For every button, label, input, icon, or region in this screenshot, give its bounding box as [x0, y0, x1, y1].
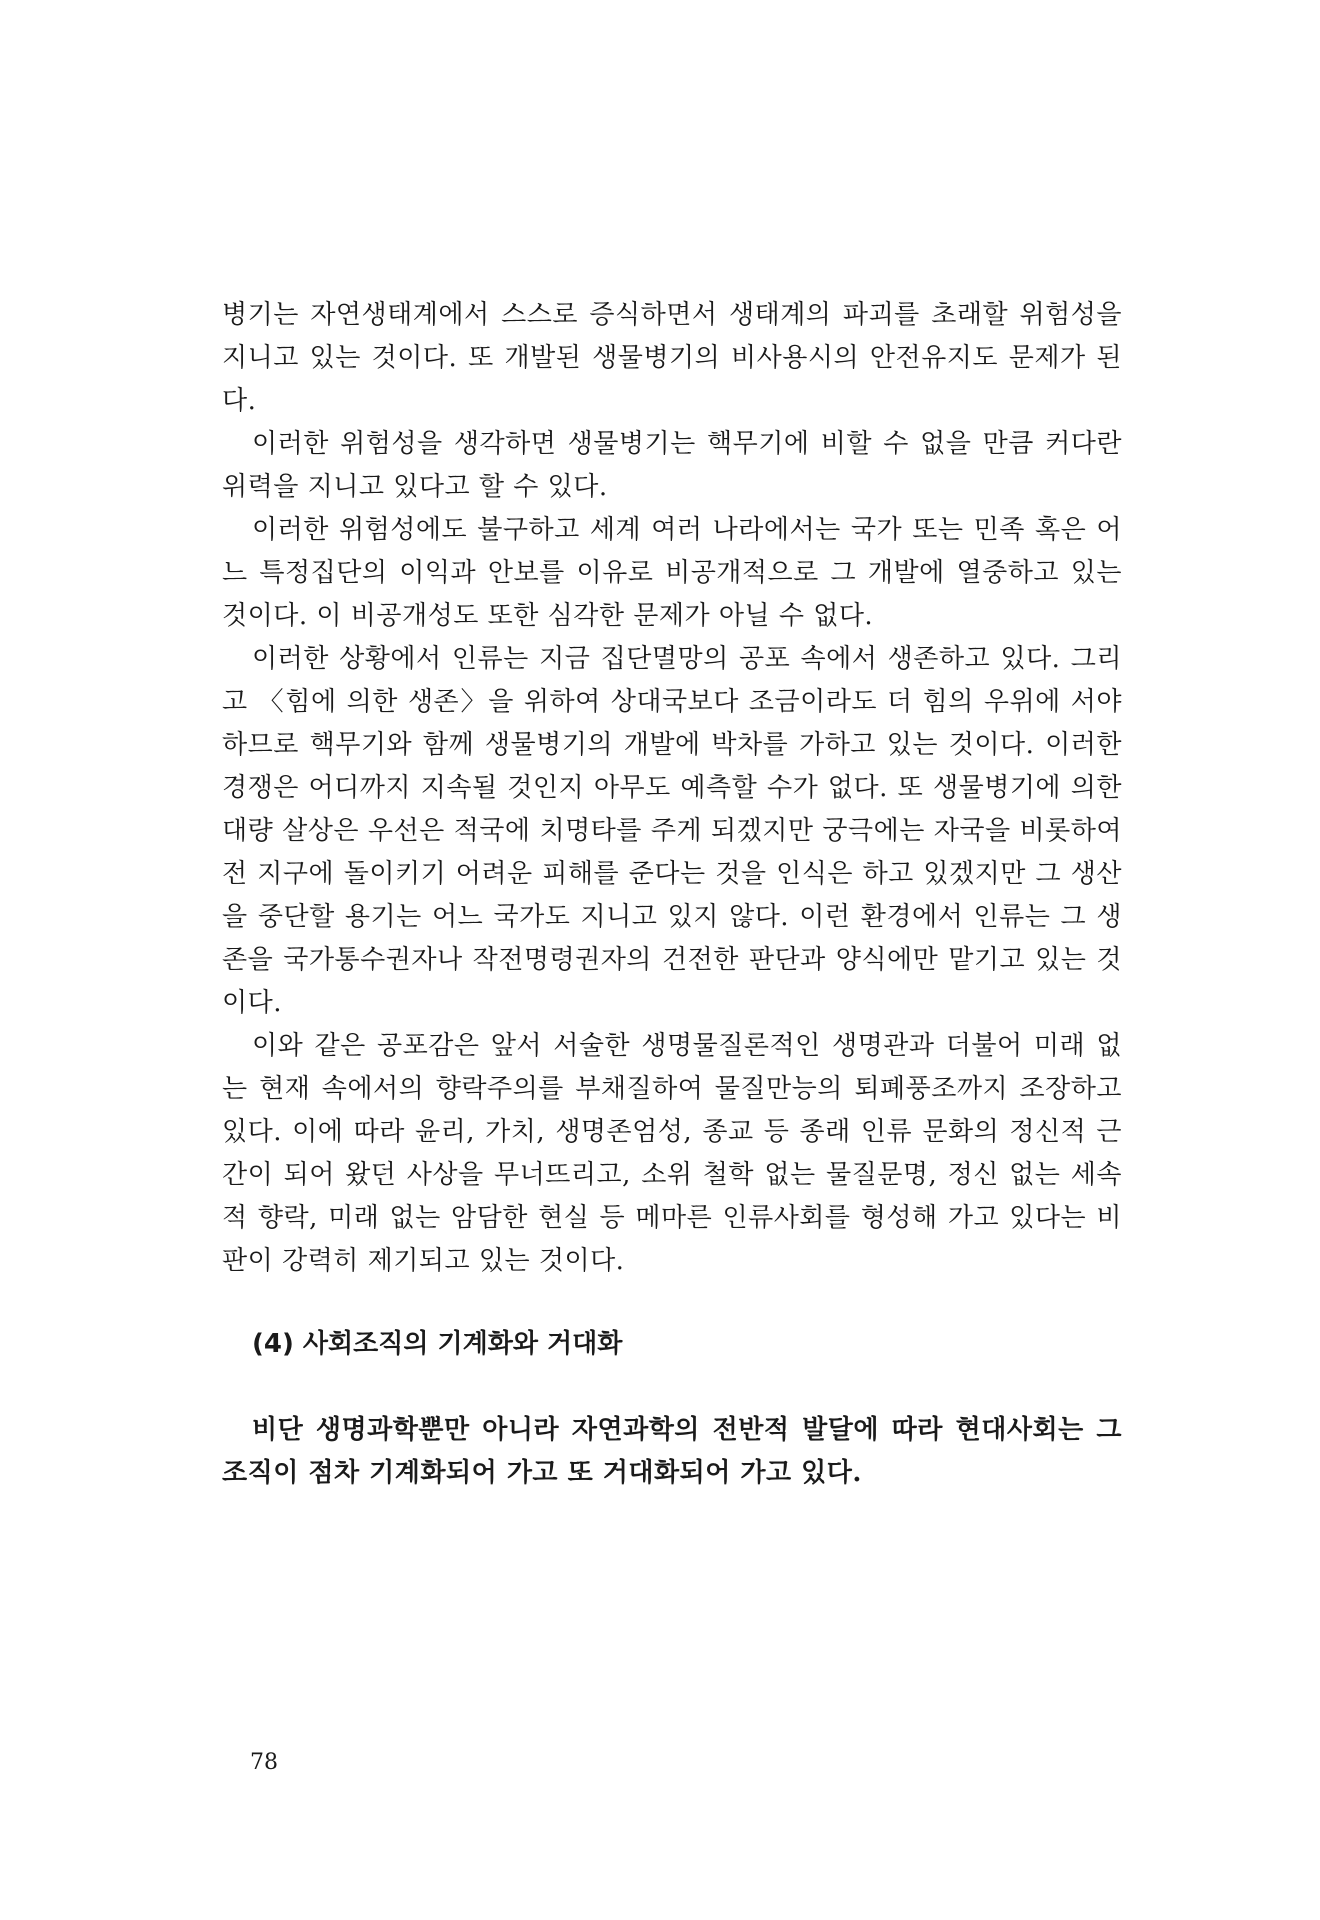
body-paragraph-5: 이와 같은 공포감은 앞서 서술한 생명물질론적인 생명관과 더불어 미래 없는 현재 속에서의 향락주의를 부채질하여 물질만능의 퇴폐풍조까지 조장하고 있다. 이에 따라 윤리, 가치, 생명존엄성, 종교 등 종래 인류 문화의 정신적 근간이 되어 왔던 사상을 무너뜨리고, 소위 철학 없는 물질문명, 정신 없는 세속적 향락, 미래 없는 암담한 현실 등 메마른 인류사회를 형성해 가고 있다는 비판이 강력히 제기되고 있는 것이다. [222, 1031, 1122, 1276]
body-paragraph-4: 이러한 상황에서 인류는 지금 집단멸망의 공포 속에서 생존하고 있다. 그리고 〈힘에 의한 생존〉을 위하여 상대국보다 조금이라도 더 힘의 우위에 서야 하므로 핵무기와 함께 생물병기의 개발에 박차를 가하고 있는 것이다. 이러한 경쟁은 어디까지 지속될 것인지 아무도 예측할 수가 없다. 또 생물병기에 의한 대량 살상은 우선은 적국에 치명타를 주게 되겠지만 궁극에는 자국을 비롯하여 전 지구에 돌이키기 어려운 피해를 준다는 것을 인식은 하고 있겠지만 그 생산을 중단할 용기는 어느 국가도 지니고 있지 않다. 이런 환경에서 인류는 그 생존을 국가통수권자나 작전명령권자의 건전한 판단과 양식에만 맡기고 있는 것이다. [222, 644, 1122, 1018]
body-paragraph-3: 이러한 위험성에도 불구하고 세계 여러 나라에서는 국가 또는 민족 혹은 어느 특정집단의 이익과 안보를 이유로 비공개적으로 그 개발에 열중하고 있는 것이다. 이 비공개성도 또한 심각한 문제가 아닐 수 없다. [222, 515, 1122, 631]
body-paragraph-1: 병기는 자연생태계에서 스스로 증식하면서 생태계의 파괴를 초래할 위험성을 지니고 있는 것이다. 또 개발된 생물병기의 비사용시의 안전유지도 문제가 된다. [222, 300, 1122, 416]
section-paragraph: 비단 생명과학뿐만 아니라 자연과학의 전반적 발달에 따라 현대사회는 그 조직이 점차 기계화되어 가고 또 거대화되어 가고 있다. [222, 1415, 1122, 1488]
page-number: 78 [250, 1750, 278, 1775]
body-paragraph-2: 이러한 위험성을 생각하면 생물병기는 핵무기에 비할 수 없을 만큼 커다란 위력을 지니고 있다고 할 수 있다. [222, 429, 1122, 502]
section-heading: (4) 사회조직의 기계화와 거대화 [252, 1329, 623, 1359]
page-body [222, 294, 1122, 1495]
